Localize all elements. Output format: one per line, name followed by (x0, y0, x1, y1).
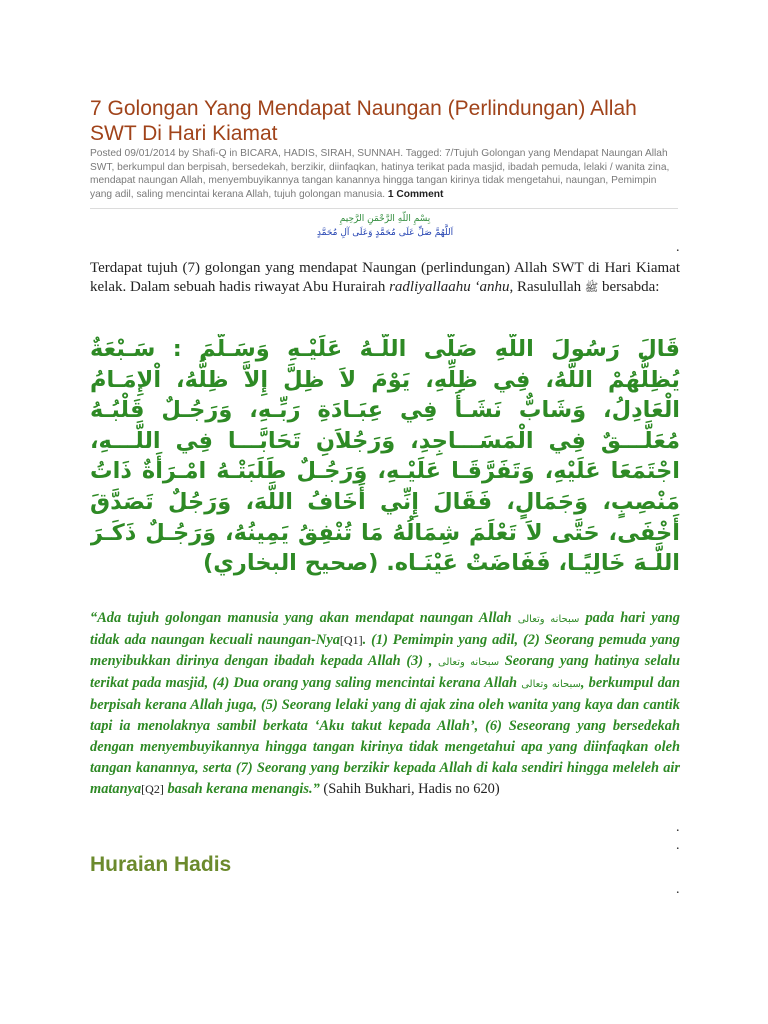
footnote-q1-link[interactable]: [Q1] (339, 633, 363, 647)
hadith-translation (90, 608, 680, 800)
hadith-source: (Sahih Bukhari, Hadis no 620) (323, 781, 500, 797)
comments-link[interactable]: 1 Comment (387, 188, 444, 200)
intro-after: , Rasulullah (509, 278, 582, 295)
separator-dot: . (676, 838, 680, 853)
section-heading: Huraian Hadis (90, 853, 232, 876)
footnote-q2-link[interactable]: [Q2] (141, 782, 164, 796)
intro-italic: radliyallaahu ‘anhu (389, 278, 510, 295)
salawat-line: اَللَّهُمَّ صَلِّ عَلَى مُحَمَّدٍ وَعَلَى آلِ مُحَمَّدٍ (316, 228, 454, 238)
translation-part-1: “Ada tujuh golongan manusia yang akan mendapat naungan Allah (90, 610, 512, 626)
intro-end: bersabda: (601, 278, 660, 295)
swt-symbol: سبحانه وتعالى (521, 679, 581, 690)
saw-symbol: ﷺ (584, 280, 599, 294)
swt-symbol: سبحانه وتعالى (437, 657, 500, 668)
translation-part-3: . (1) Pemimpin yang adil, (2) Seorang pemuda yang menyibukkan dirinya dengan ibadah kepada Allah (3) , (90, 632, 680, 669)
separator-dot: . (676, 882, 680, 897)
translation-part-2: pada hari yang tidak ada naungan kecuali naungan-Nya (90, 610, 680, 648)
translation-part-6: basah kerana menangis.” (167, 781, 320, 797)
hadith-arabic-text: قَالَ رَسُولَ اللَّهِ صَلَّى اللَّـهُ عَلَيْـهِ وَسَـلَّمَ : سَـبْعَةٌ يُظِلُّهُمْ اللَّهُ، فِي ظِلِّهِ، يَوْمَ لاَ ظِلَّ إِلاَّ ظِلُّهُ، اْلإِمَـامُ الْعَادِلُ، وَشَابٌّ نَشَـأَ فِي عِبَـادَةِ رَبِّـهِ، وَرَجُـلٌ قَلْبُـهُ مُعَلَّـــقٌ فِي الْمَسَـــاجِدِ، وَرَجُلاَنِ تَحَابَّـــا فِي اللَّـــهِ، اجْتَمَعَا عَلَيْهِ، وَتَفَرَّقَـا عَلَيْـهِ، وَرَجُـلٌ طَلَبَتْـهُ امْـرَأَةٌ ذَاتُ مَنْصِبٍ، وَجَمَالٍ، فَقَالَ إِنِّي أَخَافُ اللَّهَ، وَرَجُلٌ تَصَدَّقَ أَخْفَى، حَتَّى لاَ تَعْلَمَ شِمَالُهُ مَا تُنْفِقُ يَمِينُهُ، وَرَجُـلٌ ذَكَـرَ اللَّـهَ خَالِيًـا، فَفَاضَتْ عَيْنَـاه. (صحيح البخاري) (90, 336, 680, 577)
separator-dot: . (676, 240, 680, 255)
translation-part-4: Seorang yang hatinya selalu terikat pada masjid, (4) Dua orang yang saling mencintai kerana Allah (90, 653, 680, 691)
translation-part-5: , berkumpul dan berpisah kerana Allah juga, (5) Seorang lelaki yang di ajak zina oleh wanita yang kaya dan cantik tapi ia menolaknya sambil berkata ‘Aku takut kepada Allah’, (6) Seseorang yang bersedekah dengan menyembuyikannya hingga tangan kirinya tidak mengetahui apa yang diinfaqkan oleh tangan kanannya, serta (7) Seorang yang berzikir kepada Allah di kala sendiri hingga meleleh air matanya (90, 675, 680, 797)
separator-dot: . (676, 820, 680, 835)
divider (90, 208, 678, 209)
intro-paragraph (90, 259, 680, 297)
swt-symbol: سبحانه وتعالى (517, 614, 580, 625)
post-meta-text: Posted 09/01/2014 by Shafi-Q in BICARA, HADIS, SIRAH, SUNNAH. Tagged: 7/Tujuh Golongan yang Mendapat Naungan Allah SWT, berkumpul dan berpisah, bersedekah, berzikir, diinfaqkan, hatinya terikat pada masjid, ibadah pemuda, lelaki / wanita zina, mendapat naungan Allah, menyembuyikannya tangan kanannya hingga tangan kirinya tidak mengetahui, naungan, Pemimpin yang adil, saling mencintai kerana Allah, tujuh golongan manusia. (90, 148, 670, 200)
intro-text: Terdapat tujuh (7) golongan yang mendapat Naungan (perlindungan) Allah SWT di Hari Kiamat kelak. Dalam sebuah hadis riwayat Abu Hurairah (90, 260, 680, 295)
post-title[interactable]: 7 Golongan Yang Mendapat Naungan (Perlindungan) Allah SWT Di Hari Kiamat (90, 97, 637, 145)
post-meta (90, 147, 680, 201)
basmala-block (90, 212, 680, 240)
basmala-line: بِسْمِ اللّهِ الرَّحْمَنِ الرَّحِيمِ (339, 214, 431, 224)
